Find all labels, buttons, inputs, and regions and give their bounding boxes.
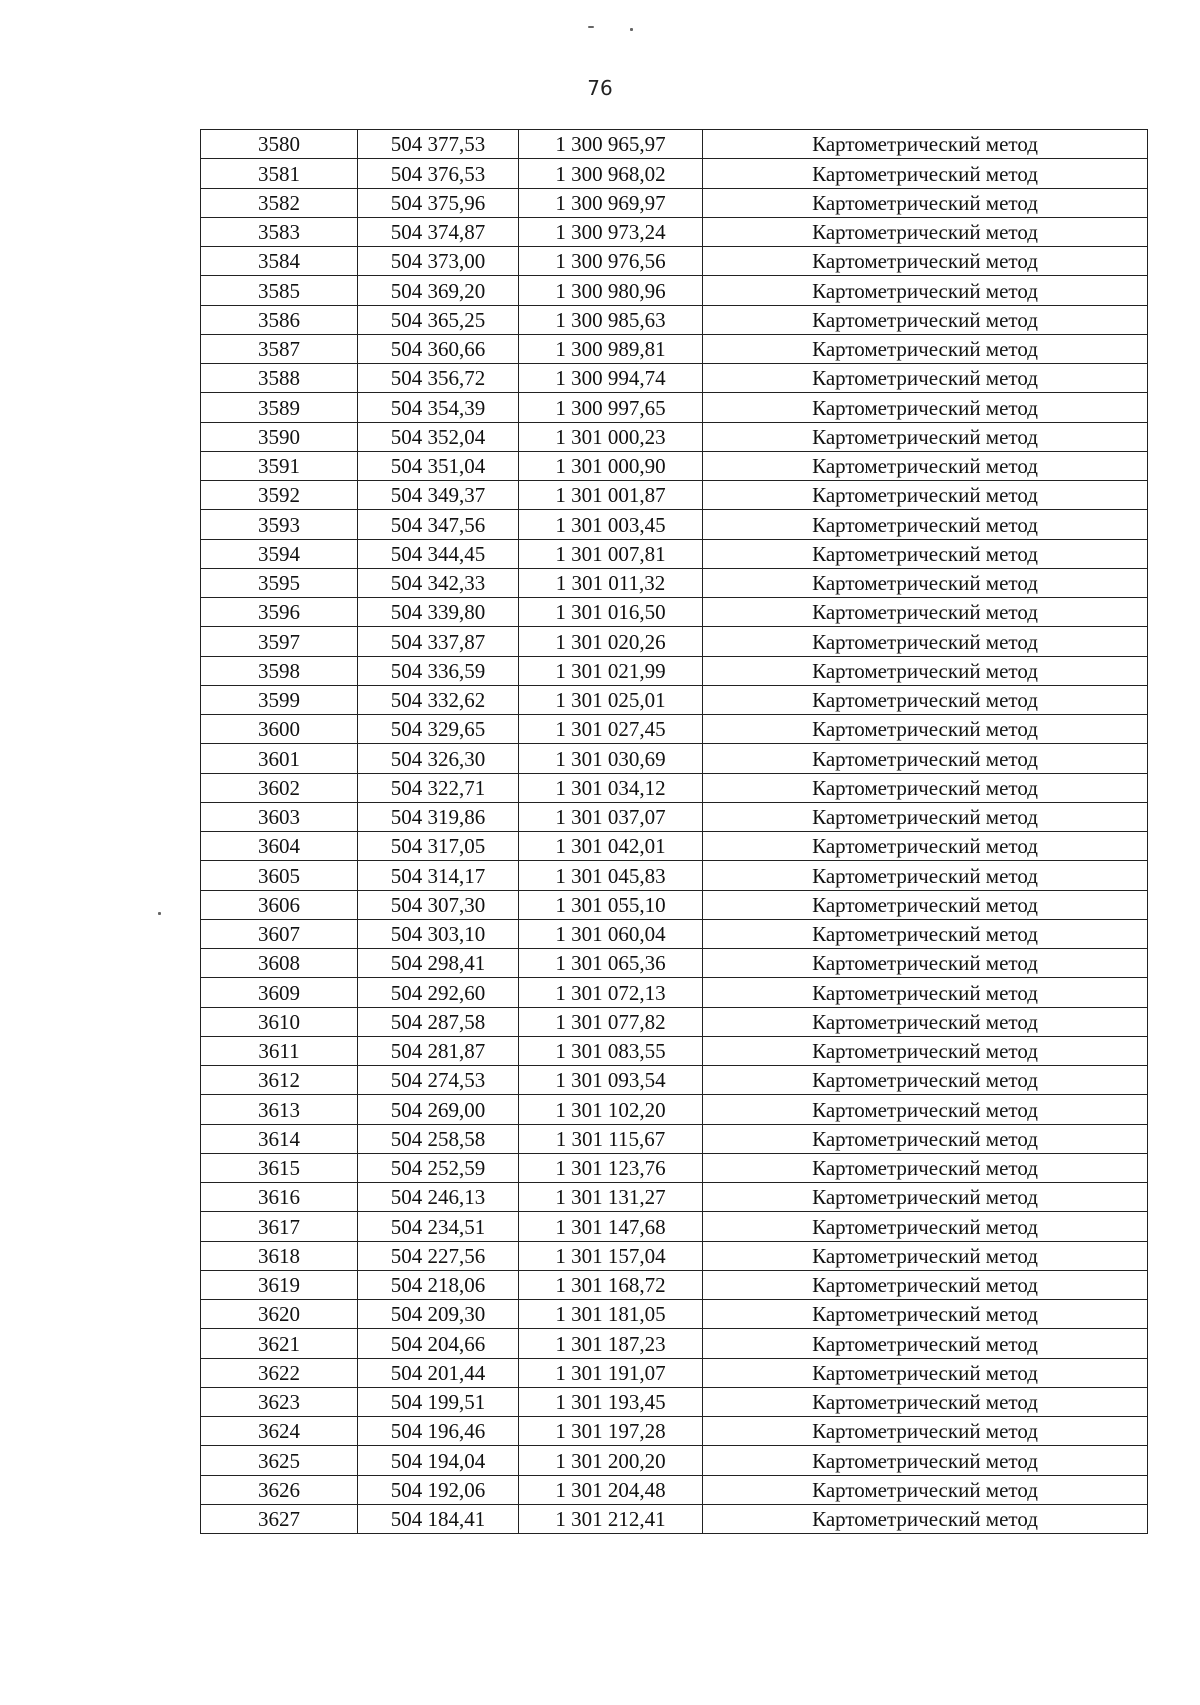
- method-cell: Картометрический метод: [703, 305, 1148, 334]
- method-cell: Картометрический метод: [703, 1183, 1148, 1212]
- y-coordinate-cell: 1 301 025,01: [519, 685, 703, 714]
- point-number-cell: 3580: [201, 130, 358, 159]
- x-coordinate-cell: 504 281,87: [358, 1036, 519, 1065]
- table-row: [201, 539, 1148, 568]
- x-coordinate-cell: 504 258,58: [358, 1124, 519, 1153]
- table-row: [201, 627, 1148, 656]
- method-cell: Картометрический метод: [703, 832, 1148, 861]
- method-cell: Картометрический метод: [703, 715, 1148, 744]
- y-coordinate-cell: 1 300 997,65: [519, 393, 703, 422]
- table-row: [201, 1417, 1148, 1446]
- x-coordinate-cell: 504 344,45: [358, 539, 519, 568]
- point-number-cell: 3587: [201, 334, 358, 363]
- table-row: [201, 364, 1148, 393]
- x-coordinate-cell: 504 234,51: [358, 1212, 519, 1241]
- method-cell: Картометрический метод: [703, 656, 1148, 685]
- x-coordinate-cell: 504 326,30: [358, 744, 519, 773]
- x-coordinate-cell: 504 209,30: [358, 1300, 519, 1329]
- point-number-cell: 3604: [201, 832, 358, 861]
- y-coordinate-cell: 1 300 973,24: [519, 217, 703, 246]
- x-coordinate-cell: 504 227,56: [358, 1241, 519, 1270]
- y-coordinate-cell: 1 301 102,20: [519, 1095, 703, 1124]
- method-cell: Картометрический метод: [703, 627, 1148, 656]
- method-cell: Картометрический метод: [703, 1387, 1148, 1416]
- y-coordinate-cell: 1 301 123,76: [519, 1153, 703, 1182]
- x-coordinate-cell: 504 360,66: [358, 334, 519, 363]
- method-cell: Картометрический метод: [703, 919, 1148, 948]
- y-coordinate-cell: 1 301 007,81: [519, 539, 703, 568]
- y-coordinate-cell: 1 301 193,45: [519, 1387, 703, 1416]
- table-row: [201, 949, 1148, 978]
- table-row: [201, 1504, 1148, 1533]
- point-number-cell: 3611: [201, 1036, 358, 1065]
- x-coordinate-cell: 504 252,59: [358, 1153, 519, 1182]
- method-cell: Картометрический метод: [703, 1446, 1148, 1475]
- y-coordinate-cell: 1 301 115,67: [519, 1124, 703, 1153]
- x-coordinate-cell: 504 194,04: [358, 1446, 519, 1475]
- y-coordinate-cell: 1 301 187,23: [519, 1329, 703, 1358]
- point-number-cell: 3626: [201, 1475, 358, 1504]
- y-coordinate-cell: 1 301 157,04: [519, 1241, 703, 1270]
- method-cell: Картометрический метод: [703, 451, 1148, 480]
- point-number-cell: 3606: [201, 890, 358, 919]
- point-number-cell: 3618: [201, 1241, 358, 1270]
- method-cell: Картометрический метод: [703, 247, 1148, 276]
- table-row: [201, 1095, 1148, 1124]
- point-number-cell: 3620: [201, 1300, 358, 1329]
- y-coordinate-cell: 1 301 001,87: [519, 481, 703, 510]
- table-row: [201, 568, 1148, 597]
- point-number-cell: 3621: [201, 1329, 358, 1358]
- y-coordinate-cell: 1 300 965,97: [519, 130, 703, 159]
- x-coordinate-cell: 504 274,53: [358, 1066, 519, 1095]
- method-cell: Картометрический метод: [703, 949, 1148, 978]
- y-coordinate-cell: 1 301 055,10: [519, 890, 703, 919]
- y-coordinate-cell: 1 300 976,56: [519, 247, 703, 276]
- x-coordinate-cell: 504 303,10: [358, 919, 519, 948]
- y-coordinate-cell: 1 300 969,97: [519, 188, 703, 217]
- method-cell: Картометрический метод: [703, 1300, 1148, 1329]
- y-coordinate-cell: 1 301 191,07: [519, 1358, 703, 1387]
- table-row: [201, 832, 1148, 861]
- x-coordinate-cell: 504 292,60: [358, 978, 519, 1007]
- method-cell: Картометрический метод: [703, 568, 1148, 597]
- y-coordinate-cell: 1 300 968,02: [519, 159, 703, 188]
- point-number-cell: 3602: [201, 773, 358, 802]
- method-cell: Картометрический метод: [703, 598, 1148, 627]
- y-coordinate-cell: 1 300 980,96: [519, 276, 703, 305]
- point-number-cell: 3591: [201, 451, 358, 480]
- method-cell: Картометрический метод: [703, 1270, 1148, 1299]
- y-coordinate-cell: 1 301 060,04: [519, 919, 703, 948]
- y-coordinate-cell: 1 301 003,45: [519, 510, 703, 539]
- table-row: [201, 334, 1148, 363]
- point-number-cell: 3599: [201, 685, 358, 714]
- point-number-cell: 3585: [201, 276, 358, 305]
- y-coordinate-cell: 1 301 200,20: [519, 1446, 703, 1475]
- table-row: [201, 1007, 1148, 1036]
- x-coordinate-cell: 504 204,66: [358, 1329, 519, 1358]
- point-number-cell: 3613: [201, 1095, 358, 1124]
- x-coordinate-cell: 504 376,53: [358, 159, 519, 188]
- x-coordinate-cell: 504 307,30: [358, 890, 519, 919]
- method-cell: Картометрический метод: [703, 364, 1148, 393]
- method-cell: Картометрический метод: [703, 890, 1148, 919]
- point-number-cell: 3612: [201, 1066, 358, 1095]
- x-coordinate-cell: 504 352,04: [358, 422, 519, 451]
- method-cell: Картометрический метод: [703, 802, 1148, 831]
- x-coordinate-cell: 504 246,13: [358, 1183, 519, 1212]
- table-row: [201, 1066, 1148, 1095]
- point-number-cell: 3600: [201, 715, 358, 744]
- point-number-cell: 3588: [201, 364, 358, 393]
- table-row: [201, 1124, 1148, 1153]
- table-row: [201, 422, 1148, 451]
- y-coordinate-cell: 1 301 131,27: [519, 1183, 703, 1212]
- x-coordinate-cell: 504 218,06: [358, 1270, 519, 1299]
- method-cell: Картометрический метод: [703, 744, 1148, 773]
- x-coordinate-cell: 504 319,86: [358, 802, 519, 831]
- x-coordinate-cell: 504 374,87: [358, 217, 519, 246]
- table-row: [201, 481, 1148, 510]
- point-number-cell: 3581: [201, 159, 358, 188]
- point-number-cell: 3614: [201, 1124, 358, 1153]
- method-cell: Картометрический метод: [703, 773, 1148, 802]
- y-coordinate-cell: 1 300 994,74: [519, 364, 703, 393]
- y-coordinate-cell: 1 301 000,90: [519, 451, 703, 480]
- point-number-cell: 3603: [201, 802, 358, 831]
- table-row: [201, 130, 1148, 159]
- table-row: [201, 1270, 1148, 1299]
- y-coordinate-cell: 1 301 030,69: [519, 744, 703, 773]
- y-coordinate-cell: 1 301 000,23: [519, 422, 703, 451]
- x-coordinate-cell: 504 287,58: [358, 1007, 519, 1036]
- y-coordinate-cell: 1 301 065,36: [519, 949, 703, 978]
- method-cell: Картометрический метод: [703, 861, 1148, 890]
- point-number-cell: 3617: [201, 1212, 358, 1241]
- method-cell: Картометрический метод: [703, 393, 1148, 422]
- x-coordinate-cell: 504 317,05: [358, 832, 519, 861]
- x-coordinate-cell: 504 373,00: [358, 247, 519, 276]
- y-coordinate-cell: 1 301 197,28: [519, 1417, 703, 1446]
- method-cell: Картометрический метод: [703, 334, 1148, 363]
- method-cell: Картометрический метод: [703, 1329, 1148, 1358]
- y-coordinate-cell: 1 301 093,54: [519, 1066, 703, 1095]
- method-cell: Картометрический метод: [703, 1504, 1148, 1533]
- point-number-cell: 3601: [201, 744, 358, 773]
- table-row: [201, 1300, 1148, 1329]
- table-row: [201, 1387, 1148, 1416]
- point-number-cell: 3605: [201, 861, 358, 890]
- x-coordinate-cell: 504 314,17: [358, 861, 519, 890]
- scan-speck: [158, 912, 161, 915]
- y-coordinate-cell: 1 301 037,07: [519, 802, 703, 831]
- table-row: [201, 1212, 1148, 1241]
- table-row: [201, 393, 1148, 422]
- x-coordinate-cell: 504 298,41: [358, 949, 519, 978]
- y-coordinate-cell: 1 301 016,50: [519, 598, 703, 627]
- x-coordinate-cell: 504 192,06: [358, 1475, 519, 1504]
- table-row: [201, 188, 1148, 217]
- x-coordinate-cell: 504 354,39: [358, 393, 519, 422]
- y-coordinate-cell: 1 301 021,99: [519, 656, 703, 685]
- x-coordinate-cell: 504 342,33: [358, 568, 519, 597]
- table-row: [201, 1036, 1148, 1065]
- point-number-cell: 3616: [201, 1183, 358, 1212]
- y-coordinate-cell: 1 301 020,26: [519, 627, 703, 656]
- table-row: [201, 217, 1148, 246]
- x-coordinate-cell: 504 369,20: [358, 276, 519, 305]
- method-cell: Картометрический метод: [703, 1475, 1148, 1504]
- y-coordinate-cell: 1 301 045,83: [519, 861, 703, 890]
- point-number-cell: 3608: [201, 949, 358, 978]
- x-coordinate-cell: 504 201,44: [358, 1358, 519, 1387]
- point-number-cell: 3584: [201, 247, 358, 276]
- x-coordinate-cell: 504 347,56: [358, 510, 519, 539]
- table-row: [201, 890, 1148, 919]
- method-cell: Картометрический метод: [703, 1241, 1148, 1270]
- x-coordinate-cell: 504 377,53: [358, 130, 519, 159]
- method-cell: Картометрический метод: [703, 1007, 1148, 1036]
- method-cell: Картометрический метод: [703, 276, 1148, 305]
- x-coordinate-cell: 504 184,41: [358, 1504, 519, 1533]
- point-number-cell: 3589: [201, 393, 358, 422]
- method-cell: Картометрический метод: [703, 1066, 1148, 1095]
- y-coordinate-cell: 1 300 985,63: [519, 305, 703, 334]
- x-coordinate-cell: 504 356,72: [358, 364, 519, 393]
- point-number-cell: 3590: [201, 422, 358, 451]
- point-number-cell: 3583: [201, 217, 358, 246]
- point-number-cell: 3627: [201, 1504, 358, 1533]
- y-coordinate-cell: 1 301 011,32: [519, 568, 703, 597]
- table-row: [201, 451, 1148, 480]
- y-coordinate-cell: 1 301 072,13: [519, 978, 703, 1007]
- y-coordinate-cell: 1 301 147,68: [519, 1212, 703, 1241]
- x-coordinate-cell: 504 349,37: [358, 481, 519, 510]
- point-number-cell: 3594: [201, 539, 358, 568]
- table-row: [201, 1183, 1148, 1212]
- table-row: [201, 978, 1148, 1007]
- method-cell: Картометрический метод: [703, 1212, 1148, 1241]
- y-coordinate-cell: 1 301 212,41: [519, 1504, 703, 1533]
- scan-speck: [630, 28, 633, 31]
- table-row: [201, 1241, 1148, 1270]
- coordinates-table: [200, 129, 1148, 1534]
- x-coordinate-cell: 504 336,59: [358, 656, 519, 685]
- point-number-cell: 3609: [201, 978, 358, 1007]
- point-number-cell: 3625: [201, 1446, 358, 1475]
- point-number-cell: 3582: [201, 188, 358, 217]
- point-number-cell: 3595: [201, 568, 358, 597]
- y-coordinate-cell: 1 301 077,82: [519, 1007, 703, 1036]
- y-coordinate-cell: 1 301 027,45: [519, 715, 703, 744]
- point-number-cell: 3597: [201, 627, 358, 656]
- x-coordinate-cell: 504 332,62: [358, 685, 519, 714]
- method-cell: Картометрический метод: [703, 978, 1148, 1007]
- point-number-cell: 3624: [201, 1417, 358, 1446]
- table-row: [201, 861, 1148, 890]
- y-coordinate-cell: 1 300 989,81: [519, 334, 703, 363]
- method-cell: Картометрический метод: [703, 1036, 1148, 1065]
- table-row: [201, 773, 1148, 802]
- table-row: [201, 510, 1148, 539]
- table-row: [201, 1153, 1148, 1182]
- point-number-cell: 3607: [201, 919, 358, 948]
- x-coordinate-cell: 504 337,87: [358, 627, 519, 656]
- table-row: [201, 1475, 1148, 1504]
- point-number-cell: 3586: [201, 305, 358, 334]
- page-number: 76: [587, 76, 613, 100]
- y-coordinate-cell: 1 301 042,01: [519, 832, 703, 861]
- x-coordinate-cell: 504 351,04: [358, 451, 519, 480]
- table-row: [201, 1329, 1148, 1358]
- method-cell: Картометрический метод: [703, 539, 1148, 568]
- x-coordinate-cell: 504 365,25: [358, 305, 519, 334]
- point-number-cell: 3596: [201, 598, 358, 627]
- point-number-cell: 3615: [201, 1153, 358, 1182]
- x-coordinate-cell: 504 339,80: [358, 598, 519, 627]
- x-coordinate-cell: 504 269,00: [358, 1095, 519, 1124]
- point-number-cell: 3592: [201, 481, 358, 510]
- method-cell: Картометрический метод: [703, 130, 1148, 159]
- table-row: [201, 656, 1148, 685]
- method-cell: Картометрический метод: [703, 481, 1148, 510]
- y-coordinate-cell: 1 301 083,55: [519, 1036, 703, 1065]
- method-cell: Картометрический метод: [703, 159, 1148, 188]
- point-number-cell: 3622: [201, 1358, 358, 1387]
- method-cell: Картометрический метод: [703, 1417, 1148, 1446]
- method-cell: Картометрический метод: [703, 422, 1148, 451]
- table-row: [201, 276, 1148, 305]
- y-coordinate-cell: 1 301 034,12: [519, 773, 703, 802]
- method-cell: Картометрический метод: [703, 1153, 1148, 1182]
- table-row: [201, 685, 1148, 714]
- method-cell: Картометрический метод: [703, 1124, 1148, 1153]
- method-cell: Картометрический метод: [703, 1095, 1148, 1124]
- method-cell: Картометрический метод: [703, 510, 1148, 539]
- y-coordinate-cell: 1 301 181,05: [519, 1300, 703, 1329]
- y-coordinate-cell: 1 301 168,72: [519, 1270, 703, 1299]
- table-row: [201, 598, 1148, 627]
- scan-speck: [588, 26, 594, 28]
- x-coordinate-cell: 504 322,71: [358, 773, 519, 802]
- method-cell: Картометрический метод: [703, 217, 1148, 246]
- table-row: [201, 305, 1148, 334]
- x-coordinate-cell: 504 196,46: [358, 1417, 519, 1446]
- table-row: [201, 802, 1148, 831]
- x-coordinate-cell: 504 329,65: [358, 715, 519, 744]
- point-number-cell: 3610: [201, 1007, 358, 1036]
- point-number-cell: 3623: [201, 1387, 358, 1416]
- method-cell: Картометрический метод: [703, 1358, 1148, 1387]
- method-cell: Картометрический метод: [703, 685, 1148, 714]
- x-coordinate-cell: 504 375,96: [358, 188, 519, 217]
- point-number-cell: 3598: [201, 656, 358, 685]
- table-row: [201, 1358, 1148, 1387]
- table-row: [201, 247, 1148, 276]
- y-coordinate-cell: 1 301 204,48: [519, 1475, 703, 1504]
- table-row: [201, 919, 1148, 948]
- point-number-cell: 3619: [201, 1270, 358, 1299]
- table-row: [201, 1446, 1148, 1475]
- table-row: [201, 715, 1148, 744]
- coordinates-table-body: [201, 130, 1148, 1534]
- x-coordinate-cell: 504 199,51: [358, 1387, 519, 1416]
- table-row: [201, 744, 1148, 773]
- method-cell: Картометрический метод: [703, 188, 1148, 217]
- point-number-cell: 3593: [201, 510, 358, 539]
- table-row: [201, 159, 1148, 188]
